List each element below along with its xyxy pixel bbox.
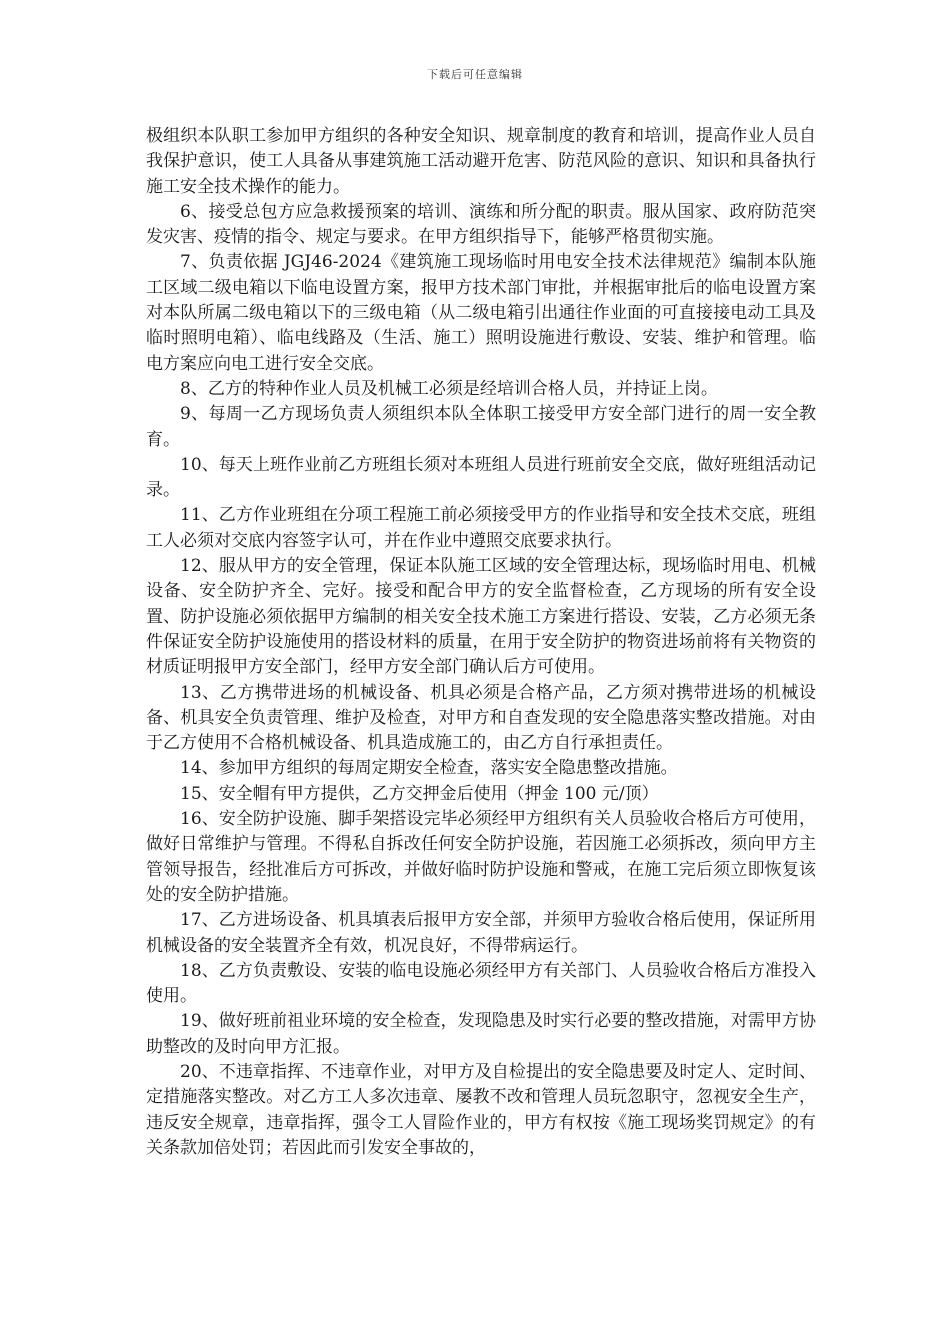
paragraph: 7、负责依据 JGJ46-2024《建筑施工现场临时用电安全技术法律规范》编制本队施工区域二级电箱以下临电设置方案，报甲方技术部门审批，并根据审批后的临电设置方案对本队所属二级电箱以下的三级电箱（从二级电箱引出通往作业面的可直接接电动工具及临时照明电箱）、临电线路及（生活、施工）照明设施进行敷设、安装、维护和管理。临电方案应向电工进行安全交底。 bbox=[146, 252, 816, 374]
paragraph: 11、乙方作业班组在分项工程施工前必须接受甲方的作业指导和安全技术交底，班组工人必须对交底内容签字认可，并在作业中遵照交底要求执行。 bbox=[146, 505, 816, 551]
paragraph: 14、参加甲方组织的每周定期安全检查，落实安全隐患整改措施。 bbox=[180, 758, 678, 779]
paragraph: 18、乙方负责敷设、安装的临电设施必须经甲方有关部门、人员验收合格后方准投入使用。 bbox=[146, 960, 816, 1007]
paragraph: 20、不违章指挥、不违章作业，对甲方及自检提出的安全隐患要及时定人、定时间、定措施落实整改。对乙方工人多次违章、屡教不改和管理人员玩忽职守，忽视安全生产，违反安全规章，违章指挥，强令工人冒险作业的，甲方有权按《施工现场奖罚规定》的有关条款加倍处罚；若因此而引发安全事故的， bbox=[146, 1061, 816, 1158]
page-header: 下载后可任意编辑 bbox=[427, 68, 523, 81]
paragraph: 8、乙方的特种作业人员及机械工必须是经培训合格人员，并持证上岗。 bbox=[180, 378, 718, 399]
paragraph: 12、服从甲方的安全管理，保证本队施工区域的安全管理达标，现场临时用电、机械设备、安全防护齐全、完好。接受和配合甲方的安全监督检查，乙方现场的所有安全设置、防护设施必须依据甲方编制的相关安全技术施工方案进行搭设、安装，乙方必须无条件保证安全防护设施使用的搭设材料的质量，在用于安全防护的物资进场前将有关物资的材质证明报甲方安全部门，经甲方安全部门确认后方可使用。 bbox=[146, 556, 816, 678]
paragraph: 16、安全防护设施、脚手架搭设完毕必须经甲方组织有关人员验收合格后方可使用，做好日常维护与管理。不得私自拆改任何安全防护设施，若因施工必须拆改，须向甲方主管领导报告，经批准后方可拆改，并做好临时防护设施和警戒，在施工完后须立即恢复该处的安全防护措施。 bbox=[146, 809, 816, 905]
paragraph: 19、做好班前祖业环境的安全检查，发现隐患及时实行必要的整改措施，对需甲方协助整改的及时向甲方汇报。 bbox=[146, 1011, 816, 1057]
paragraph: 17、乙方进场设备、机具填表后报甲方安全部，并须甲方验收合格后使用，保证所用机械设备的安全装置齐全有效，机况良好，不得带病运行。 bbox=[146, 910, 816, 956]
paragraph: 13、乙方携带进场的机械设备、机具必须是合格产品，乙方须对携带进场的机械设备、机具安全负责管理、维护及检查，对甲方和自查发现的安全隐患落实整改措施。对由于乙方使用不合格机械设备、机具造成施工的，由乙方自行承担责任。 bbox=[146, 682, 816, 754]
document-body bbox=[146, 124, 816, 1161]
paragraph: 极组织本队职工参加甲方组织的各种安全知识、规章制度的教育和培训，提高作业人员自我保护意识，使工人具备从事建筑施工活动避开危害、防范风险的意识、知识和具备执行施工安全技术操作的能力。 bbox=[146, 126, 816, 197]
paragraph: 6、接受总包方应急救援预案的培训、演练和所分配的职责。服从国家、政府防范突发灾害、疫情的指令、规定与要求。在甲方组织指导下，能够严格贯彻实施。 bbox=[146, 201, 816, 248]
paragraph: 9、每周一乙方现场负责人须组织本队全体职工接受甲方安全部门进行的周一安全教育。 bbox=[146, 404, 816, 450]
paragraph: 10、每天上班作业前乙方班组长须对本班组人员进行班前安全交底，做好班组活动记录。 bbox=[146, 454, 816, 501]
paragraph: 15、安全帽有甲方提供，乙方交押金后使用（押金 100 元/顶） bbox=[180, 783, 659, 804]
